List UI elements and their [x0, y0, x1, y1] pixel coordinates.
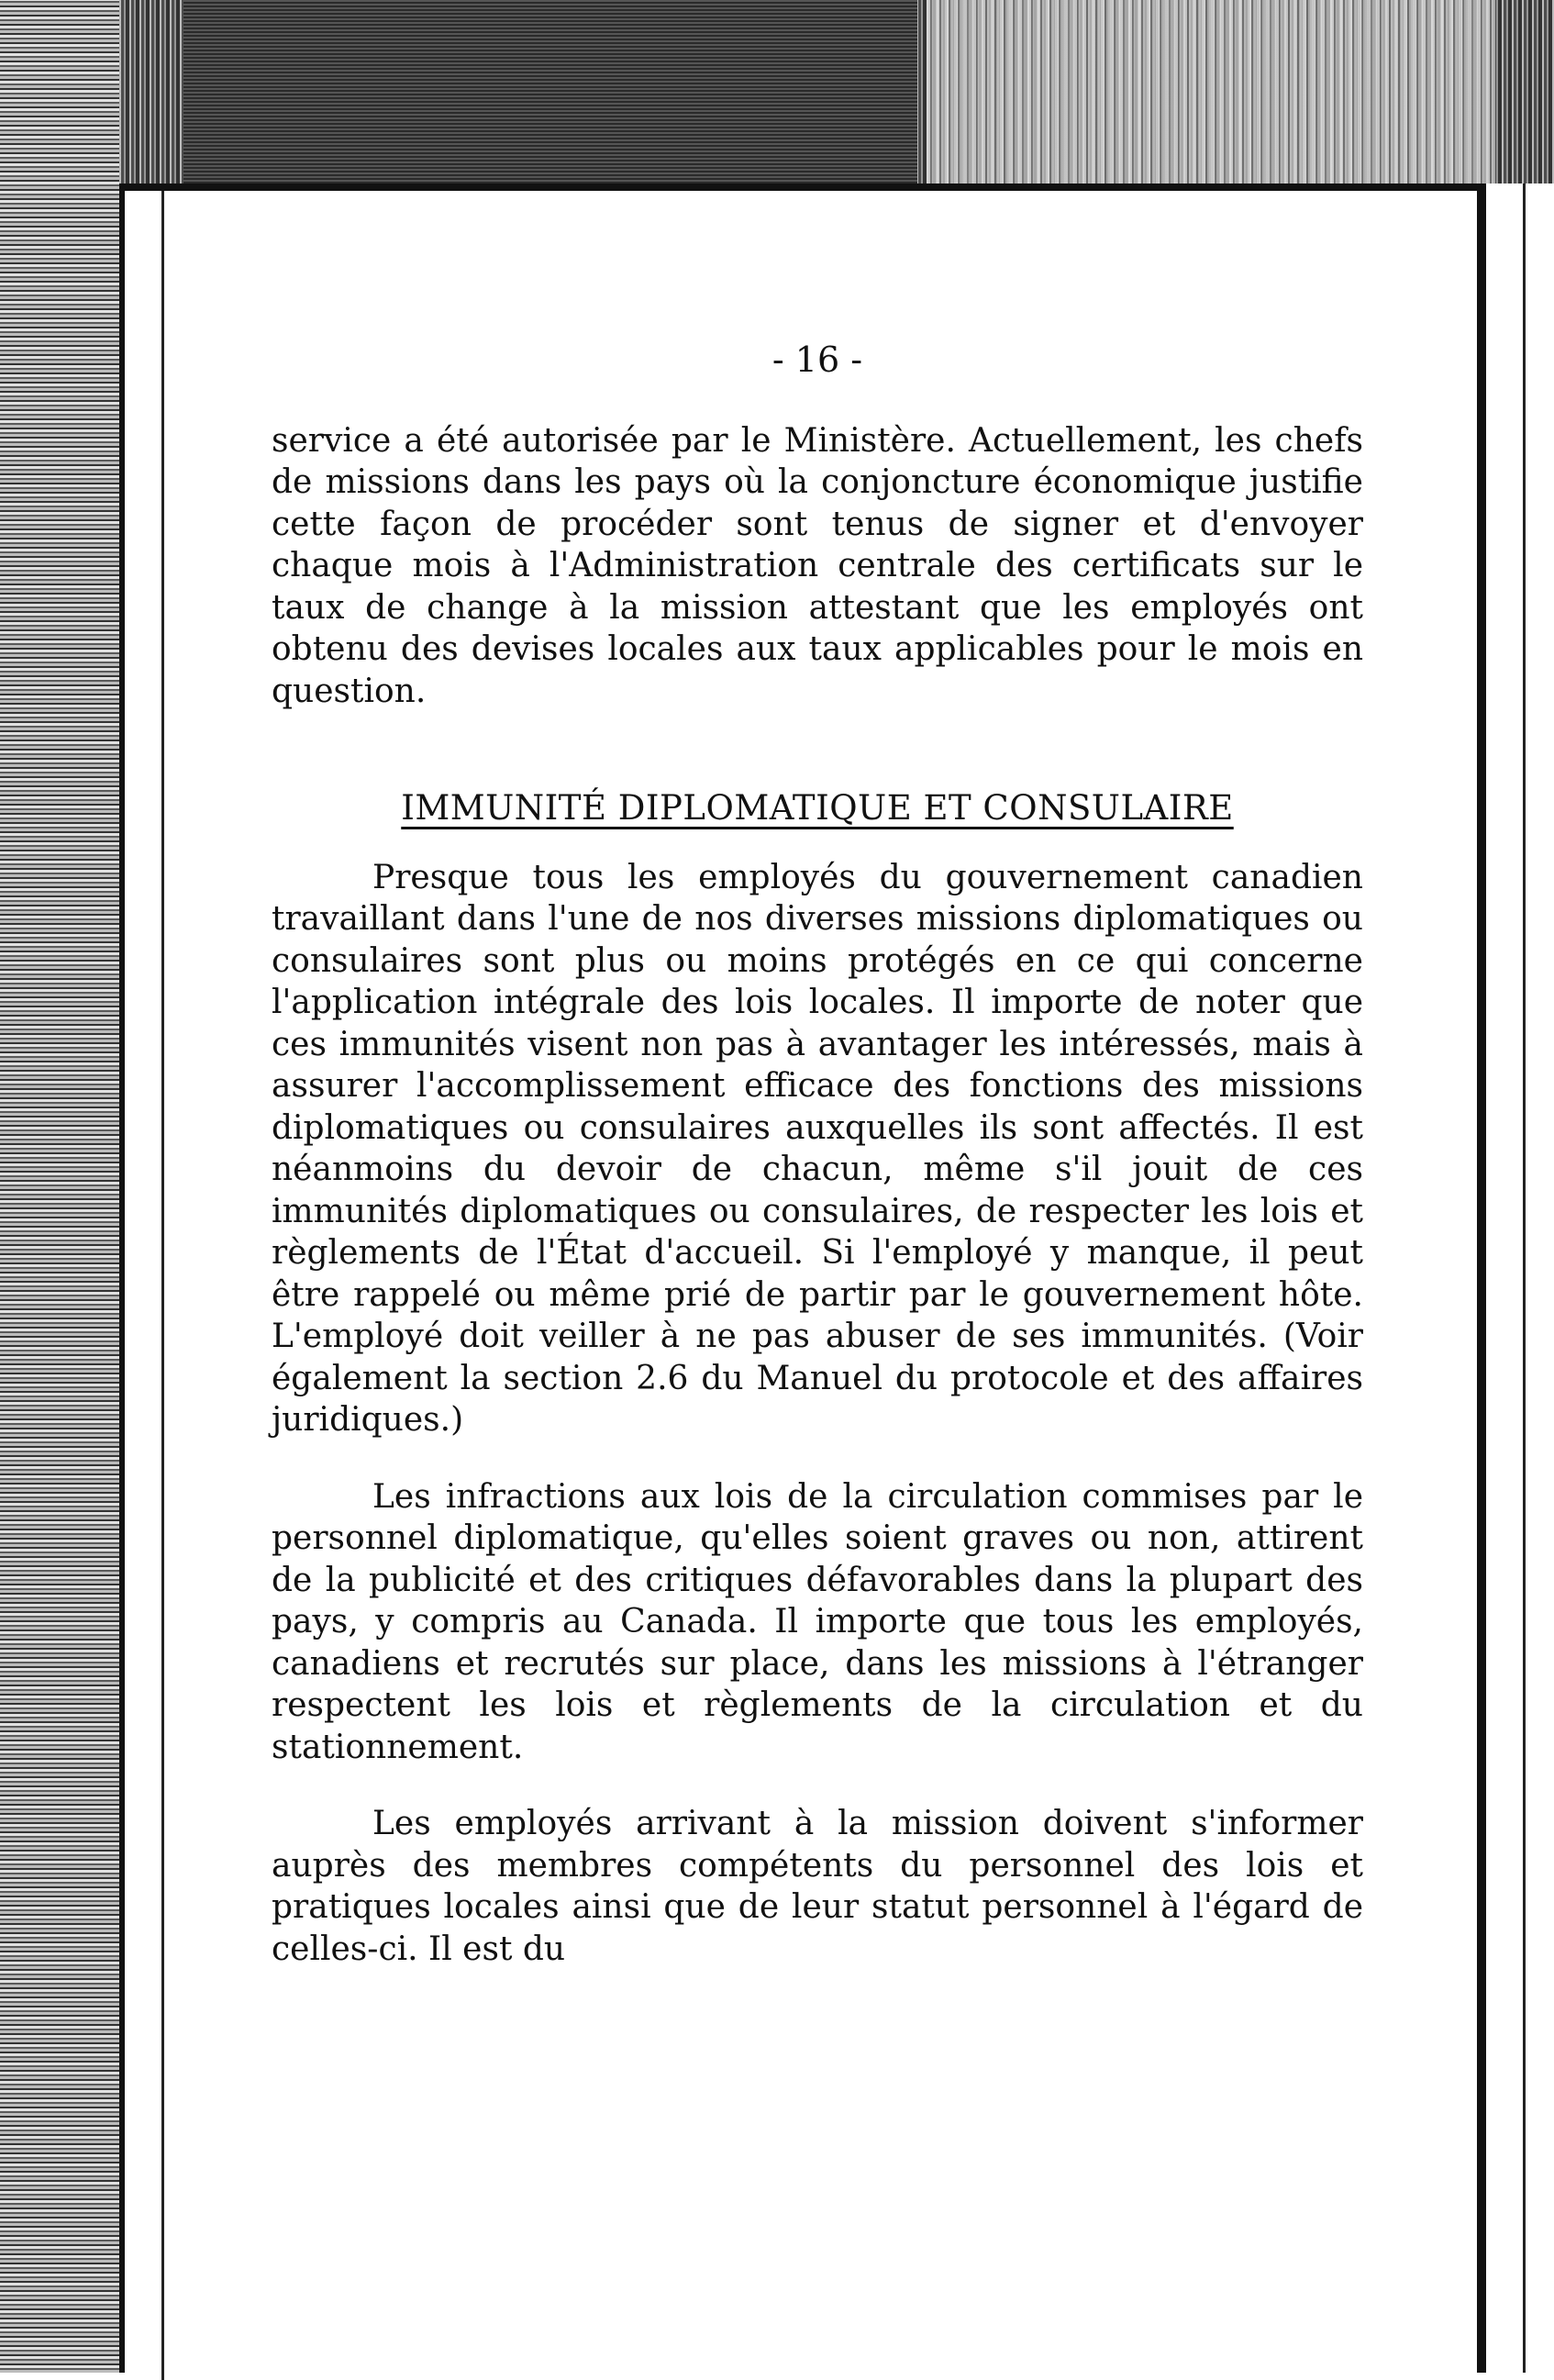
page-number: - 16 - — [771, 339, 863, 380]
section-heading — [272, 787, 1363, 829]
paragraph-3: Les employés arrivant à la mission doivent s'informer auprès des membres compétents du personnel des lois et pratiques locales ainsi que de leur statut personnel à l'égard de celles-ci. Il est du — [272, 1805, 1363, 1968]
paragraph-gap — [272, 1768, 1363, 1803]
section-heading-text: IMMUNITÉ DIPLOMATIQUE ET CONSULAIRE — [401, 788, 1234, 828]
paragraph-2: Les infractions aux lois de la circulation commises par le personnel diplomatique, qu'elles soient graves ou non, attirent de la publicité et des critiques défavorables dans la plupart des pays, y compris au Canada. Il importe que tous les employés, canadiens et recrutés sur place, dans les missions à l'étranger respectent les lois et règlements de la circulation et du stationnement. — [272, 1477, 1363, 1766]
page-binding-line — [161, 191, 164, 2380]
next-page-binding-line — [1523, 184, 1526, 2373]
page-text — [272, 339, 1363, 1970]
scan-background-top-light — [927, 0, 1495, 184]
scan-background-top-dark — [183, 0, 917, 184]
paragraph-1: Presque tous les employés du gouvernement canadien travaillant dans l'une de nos diverses missions diplomatiques ou consulaires sont plus ou moins protégés en ce qui concerne l'application intégrale des lois locales. Il importe de noter que ces immunités visent non pas à avantager les intéressés, mais à assurer l'accomplissement efficace des fonctions des missions diplomatiques ou consulaires auxquelles ils sont affectés. Il est néanmoins du devoir de chacun, même s'il jouit de ces immunités diplomatiques ou consulaires, de respecter les lois et règlements de l'État d'accueil. Si l'employé y manque, il peut être rappelé ou même prié de partir par le gouvernement hôte. L'employé doit veiller à ne pas abuser de ses immunités. (Voir également la section 2.6 du Manuel du protocole et des affaires juridiques.) — [272, 858, 1363, 1439]
scan-background-left — [0, 0, 119, 2373]
next-page-edge — [1477, 184, 1554, 2373]
paragraph-continued: service a été autorisée par le Ministère. Actuellement, les chefs de missions dans les pays où la conjoncture économique justifie cette façon de procéder sont tenus de signer et d'envoyer chaque mois à l'Administration centrale des certificats sur le taux de change à la mission attestant que les employés ont obtenu des devises locales aux taux applicables pour le mois en question. — [272, 421, 1363, 710]
paragraph-gap — [272, 1441, 1363, 1476]
